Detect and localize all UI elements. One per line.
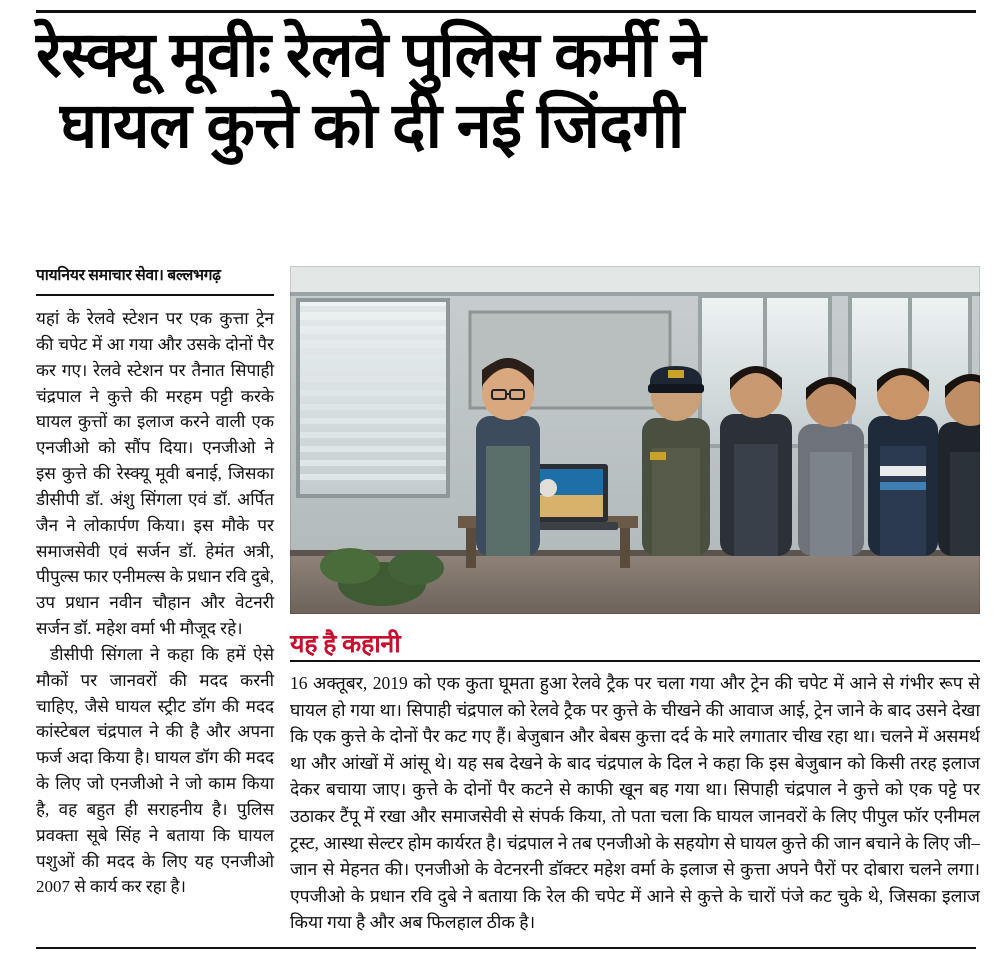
left-column-text (36, 306, 274, 900)
bottom-divider (36, 947, 976, 949)
section-divider (290, 660, 980, 662)
top-divider (36, 10, 976, 13)
byline: पायनियर समाचार सेवा। बल्लभगढ़ (36, 267, 221, 284)
paragraph: 16 अक्तूबर, 2019 को एक कुता घूमता हुआ रेलवे ट्रैक पर चला गया और ट्रेन की चपेट में आने से गंभीर रूप से घायल हो गया था। सिपाही चंद्रपाल को रेलवे ट्रैक पर कुत्ते के चीखने की आवाज आई, ट्रेन जाने के बाद उसने देखा कि एक कुत्ते के दोनों पैर कट गए हैं। बेजुबान और बेबस कुत्ता दर्द के मारे लगातार चीख रहा था। चलने में असमर्थ था और आंखों में आंसू थे। यह सब देखने के बाद चंद्रपाल के दिल ने कहा कि इस बेजुबान को किसी तरह इलाज देकर बचाया जाए। कुत्ते के दोनों पैर कटने से काफी खून बह गया था। सिपाही चंद्रपाल ने कुत्ते को एक पट्टे पर उठाकर टैंपू में रखा और समाजसेवी से संपर्क किया, तो पता चला कि घायल जानवरों के लिए पीपुल फॉर एनीमल ट्रस्ट, आस्था सेल्टर होम कार्यरत है। चंद्रपाल ने तब एनजीओ के सहयोग से घायल कुत्ते की जान बचाने के लिए जी–जान से मेहनत की। एनजीओ के वेटनरनी डॉक्टर महेश वर्मा के इलाज से कुत्ता अपने पैरों पर दोबारा चलने लगा। एपजीओ के प्रधान रवि दुबे ने बताया कि रेल की चपेट में आने से कुत्ते के चारों पंजे कट चुके थे, जिसका इलाज किया गया है और अब फिलहाल ठीक है। (290, 673, 980, 933)
page-title (36, 20, 980, 161)
article-photo (290, 266, 980, 614)
paragraph: यहां के रेलवे स्टेशन पर एक कुत्ता ट्रेन की चपेट में आ गया और उसके दोनों पैर कर गए। रेलवे स्टेशन पर तैनात सिपाही चंद्रपाल ने कुत्ते की मरहम पट्टी करके घायल कुत्तों का इलाज करने वाली एक एनजीओ को सौंप दिया। एनजीओ ने इस कुत्ते की रेस्क्यू मूवी बनाई, जिसका डीसीपी डॉ. अंशु सिंगला एवं डॉ. अर्पित जैन ने लोकार्पण किया। इस मौके पर समाजसेवी एवं सर्जन डॉ. हेमंत अत्री, पीपुल्स फार एनीमल्स के प्रधान रवि दुबे, उप प्रधान नवीन चौहान और वेटनरी सर्जन डॉ. महेश वर्मा भी मौजूद रहे। (36, 309, 274, 639)
article-body (36, 266, 980, 946)
headline-line-2: घायल कुत्ते को दी नई जिंदगी (60, 90, 684, 161)
paragraph: डीसीपी सिंगला ने कहा कि हमें ऐसे मौकों पर जानवरों की मदद करनी चाहिए, जैसे घायल स्ट्रीट डॉग की मदद कांस्टेबल चंद्रपाल ने की है और अपना फर्ज अदा किया है। घायल डॉग की मदद के लिए जो एनजीओ ने जो काम किया है, वह बहुत ही सराहनीय है। पुलिस प्रवक्ता सूबे सिंह ने बताया कि घायल पशुओं की मदद के लिए यह एनजीओ 2007 से कार्य कर रहा है। (36, 644, 274, 897)
story-column (290, 670, 980, 936)
byline-divider (36, 294, 274, 296)
section-heading: यह है कहानी (290, 631, 401, 658)
headline-line-1: रेस्क्यू मूवीः रेलवे पुलिस कर्मी ने (36, 20, 706, 90)
left-column (36, 266, 274, 900)
photo-illustration (290, 266, 980, 614)
